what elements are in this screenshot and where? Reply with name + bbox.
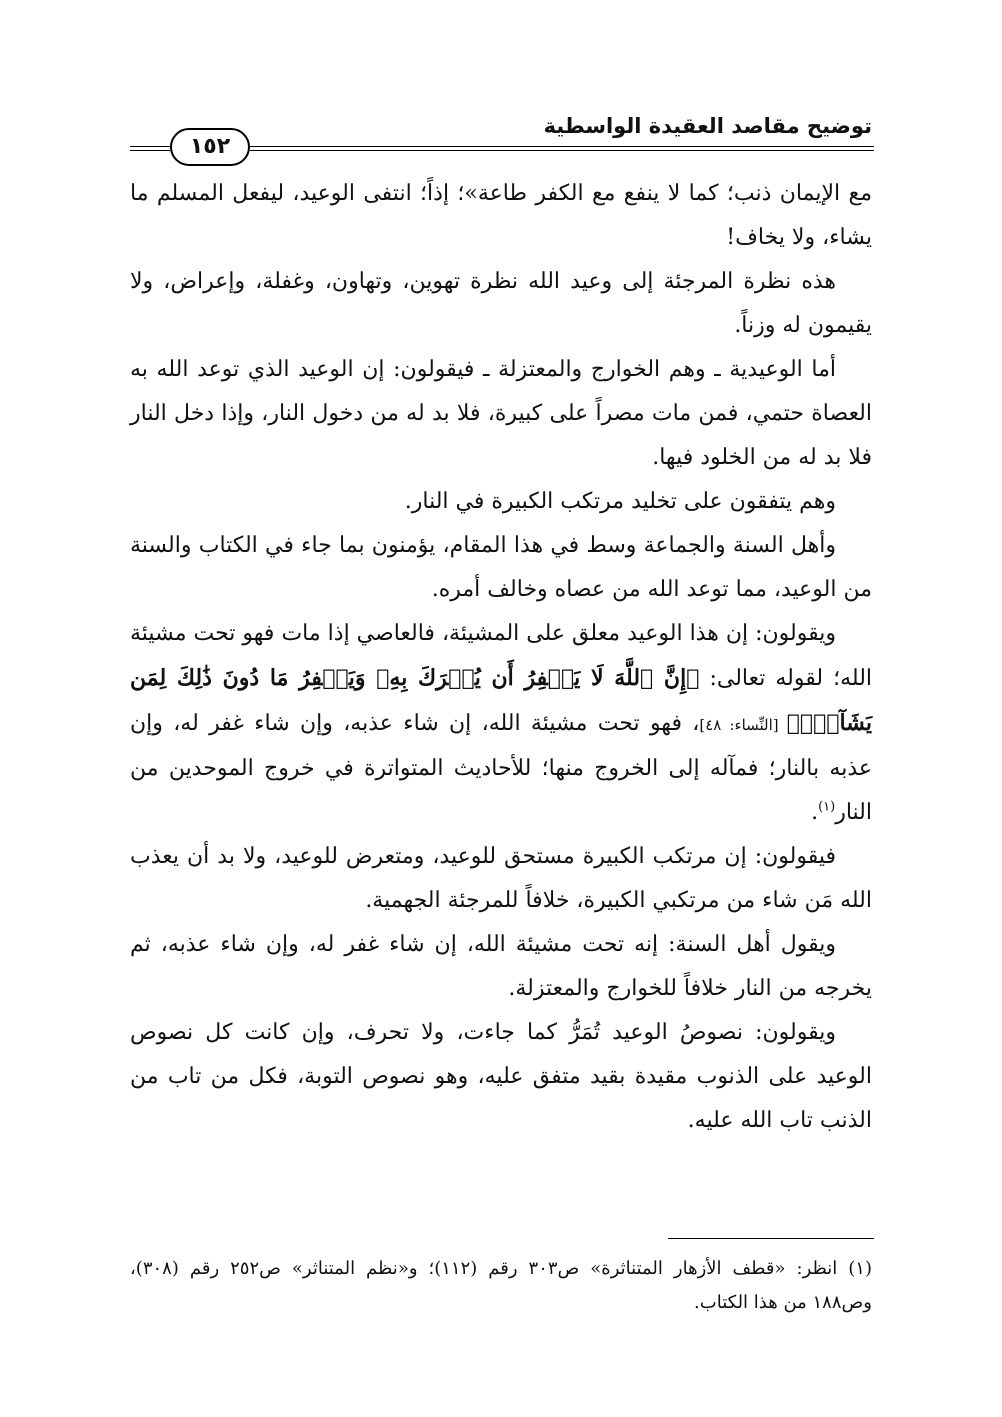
- paragraph: هذه نظرة المرجئة إلى وعيد الله نظرة تهوين، وتهاون، وغفلة، وإعراض، ولا يقيمون له وزناً.: [130, 269, 872, 338]
- main-text: [130, 172, 872, 1143]
- paragraph: مع الإيمان ذنب؛ كما لا ينفع مع الكفر طاعة»؛ إذاً؛ انتفى الوعيد، ليفعل المسلم ما يشاء، ولا يخاف!: [130, 181, 872, 250]
- paragraph-with-quran: [130, 612, 872, 835]
- header-rule-right: [250, 146, 874, 151]
- paragraph: ويقول أهل السنة: إنه تحت مشيئة الله، إن شاء غفر له، وإن شاء عذبه، ثم يخرجه من النار خلافاً للخوارج والمعتزلة.: [130, 932, 872, 1001]
- paragraph-end: .: [811, 800, 819, 825]
- footnote-text: (١) انظر: «قطف الأزهار المتناثرة» ص٣٠٣ رقم (١١٢)؛ و«نظم المتناثر» ص٢٥٢ رقم (٣٠٨)، وص١٨٨ من هذا الكتاب.: [130, 1258, 872, 1313]
- verse-reference: [النِّساء: ٤٨]: [699, 716, 787, 734]
- quran-verse: ﴿إِنَّ ٱللَّهَ لَا يَغۡفِرُ أَن يُشۡرَكَ بِهِۦ وَيَغۡفِرُ مَا دُونَ ذَٰلِكَ لِمَن يَشَآءُۚ﴾: [130, 665, 872, 736]
- book-title: توضيح مقاصد العقيدة الواسطية: [543, 114, 872, 138]
- paragraph-text: ، فهو تحت مشيئة الله، إن شاء عذبه، وإن شاء غفر له، وإن عذبه بالنار؛ فمآله إلى الخروج منها؛ للأحاديث المتواترة في خروج الموحدين من النار: [130, 711, 872, 825]
- header-rule-left: [130, 146, 170, 151]
- footnote-marker[interactable]: (١): [818, 799, 836, 815]
- paragraph: أما الوعيدية ـ وهم الخوارج والمعتزلة ـ فيقولون: إن الوعيد الذي توعد الله به العصاة حتمي، فمن مات مصراً على كبيرة، فلا بد له من دخول النار، وإذا دخل النار فلا بد له من الخلود فيها.: [130, 357, 872, 470]
- footnote-separator: [668, 1238, 874, 1239]
- paragraph: وهم يتفقون على تخليد مرتكب الكبيرة في النار.: [404, 489, 836, 514]
- page-number: ١٥٢: [170, 128, 250, 166]
- paragraph: وأهل السنة والجماعة وسط في هذا المقام، يؤمنون بما جاء في الكتاب والسنة من الوعيد، مما توعد الله من عصاه وخالف أمره.: [130, 533, 872, 602]
- paragraph: ويقولون: نصوصُ الوعيد تُمَرُّ كما جاءت، ولا تحرف، وإن كانت كل نصوص الوعيد على الذنوب مقيدة بقيد متفق عليه، وهو نصوص التوبة، فكل من تاب من الذنب تاب الله عليه.: [130, 1020, 872, 1133]
- paragraph: فيقولون: إن مرتكب الكبيرة مستحق للوعيد، ومتعرض للوعيد، ولا بد أن يعذب الله مَن شاء من مرتكبي الكبيرة، خلافاً للمرجئة الجهمية.: [130, 844, 872, 913]
- paragraph-text: ويقولون: إن هذا الوعيد معلق على المشيئة، فالعاصي إذا مات فهو تحت مشيئة الله؛ لقوله تعالى:: [130, 621, 873, 691]
- page-header: [130, 108, 874, 166]
- footnotes: [130, 1252, 872, 1320]
